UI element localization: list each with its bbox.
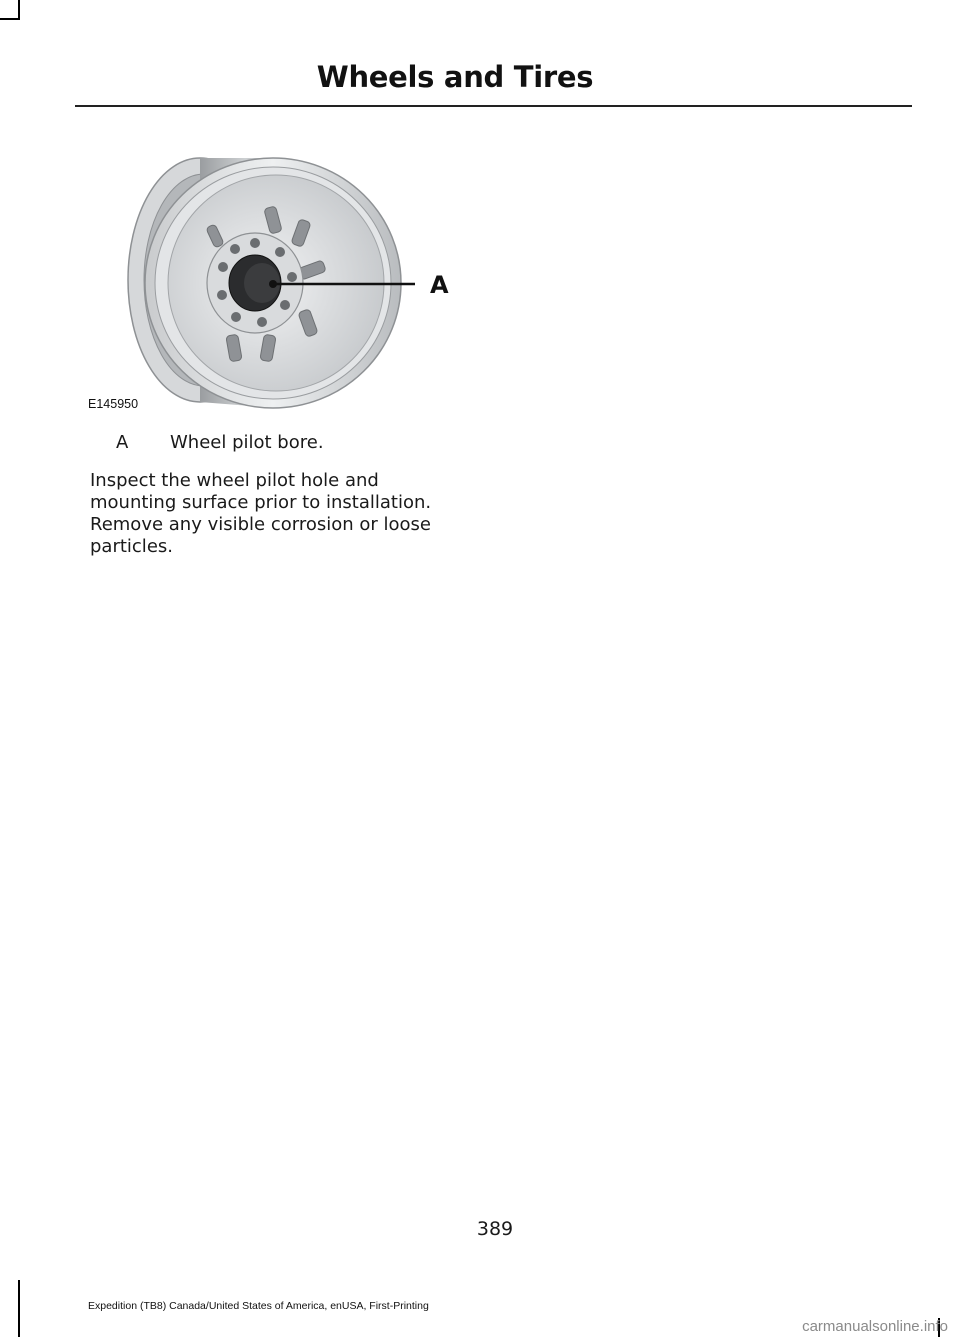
page-number: 389 <box>476 1218 514 1240</box>
wheel-drawing <box>80 145 460 420</box>
page-title: Wheels and Tires <box>316 60 594 94</box>
legend-text: Wheel pilot bore. <box>170 432 324 453</box>
crop-mark-top-left <box>0 18 20 20</box>
crop-mark-top-left <box>18 0 20 20</box>
watermark: carmanualsonline.info <box>802 1318 948 1335</box>
legend-key: A <box>116 432 129 453</box>
edition-footer: Expedition (TB8) Canada/United States of America, enUSA, First-Printing <box>88 1300 429 1312</box>
wheel-illustration <box>80 145 460 420</box>
callout-label: A <box>430 271 449 299</box>
crop-mark-bottom-left <box>18 1280 20 1337</box>
body-paragraph: Inspect the wheel pilot hole and mounting surface prior to installation. Remove any visible corrosion or loose particles. <box>90 470 432 557</box>
figure-id: E145950 <box>88 397 139 411</box>
header-rule <box>75 105 912 107</box>
